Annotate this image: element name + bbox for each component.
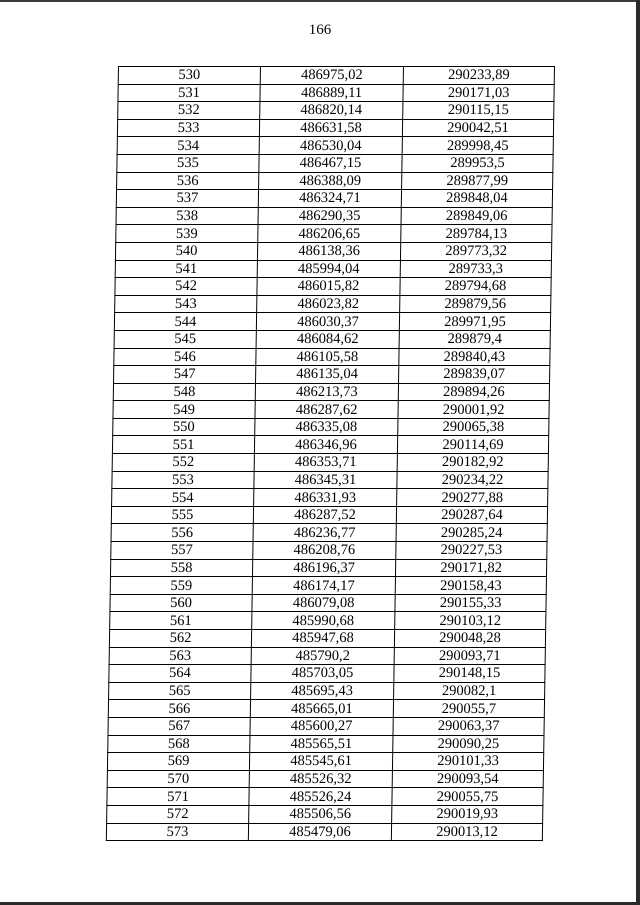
- point-number-cell: 559: [110, 577, 252, 595]
- y-coordinate-cell: 290148,15: [394, 665, 545, 683]
- table-row: [113, 401, 549, 419]
- y-coordinate-cell: 290155,33: [395, 594, 546, 612]
- x-coordinate-cell: 486030,37: [256, 313, 399, 331]
- point-number-cell: 563: [109, 647, 251, 665]
- table-row: [117, 137, 553, 155]
- point-number-cell: 553: [112, 471, 254, 489]
- table-row: [110, 612, 546, 630]
- x-coordinate-cell: 486388,09: [259, 172, 402, 190]
- point-number-cell: 567: [108, 717, 250, 735]
- x-coordinate-cell: 486174,17: [252, 577, 395, 595]
- x-coordinate-cell: 485947,68: [251, 630, 394, 648]
- x-coordinate-cell: 486206,65: [258, 225, 401, 243]
- point-number-cell: 537: [116, 190, 258, 208]
- table-row: [111, 542, 547, 560]
- y-coordinate-cell: 289839,07: [399, 366, 550, 384]
- point-number-cell: 532: [118, 102, 260, 120]
- point-number-cell: 544: [114, 313, 256, 331]
- x-coordinate-cell: 486105,58: [256, 348, 399, 366]
- x-coordinate-cell: 485790,2: [251, 647, 394, 665]
- x-coordinate-cell: 485526,24: [249, 788, 392, 806]
- table-row: [111, 524, 547, 542]
- x-coordinate-cell: 485506,56: [249, 805, 392, 823]
- point-number-cell: 548: [113, 383, 255, 401]
- x-coordinate-cell: 485545,61: [249, 753, 392, 771]
- point-number-cell: 539: [116, 225, 258, 243]
- y-coordinate-cell: 289733,3: [400, 260, 551, 278]
- scan-edge-right: [636, 0, 640, 905]
- x-coordinate-cell: 486023,82: [257, 295, 400, 313]
- point-number-cell: 545: [114, 330, 256, 348]
- table-row: [117, 154, 553, 172]
- table-row: [107, 805, 543, 823]
- point-number-cell: 570: [107, 770, 249, 788]
- point-number-cell: 562: [109, 630, 251, 648]
- point-number-cell: 554: [112, 489, 254, 507]
- y-coordinate-cell: 289879,4: [399, 330, 550, 348]
- table-row: [115, 260, 551, 278]
- x-coordinate-cell: 486213,73: [255, 383, 398, 401]
- point-number-cell: 555: [111, 506, 253, 524]
- x-coordinate-cell: 486015,82: [257, 278, 400, 296]
- point-number-cell: 536: [117, 172, 259, 190]
- x-coordinate-cell: 486331,93: [254, 489, 397, 507]
- table-row: [114, 330, 550, 348]
- point-number-cell: 566: [108, 700, 250, 718]
- y-coordinate-cell: 290048,28: [394, 630, 545, 648]
- y-coordinate-cell: 290065,38: [398, 418, 549, 436]
- table-row: [109, 682, 545, 700]
- x-coordinate-cell: 486084,62: [256, 330, 399, 348]
- table-row: [109, 665, 545, 683]
- table-row: [111, 506, 547, 524]
- point-number-cell: 535: [117, 154, 259, 172]
- x-coordinate-cell: 486135,04: [256, 366, 399, 384]
- y-coordinate-cell: 290227,53: [396, 542, 547, 560]
- point-number-cell: 533: [117, 119, 259, 137]
- x-coordinate-cell: 485526,32: [249, 770, 392, 788]
- table-row: [112, 436, 548, 454]
- y-coordinate-cell: 290055,7: [393, 700, 544, 718]
- point-number-cell: 530: [118, 67, 260, 85]
- table-row: [116, 225, 552, 243]
- coordinates-table: [106, 66, 555, 841]
- y-coordinate-cell: 290287,64: [396, 506, 547, 524]
- y-coordinate-cell: 290055,75: [392, 788, 543, 806]
- y-coordinate-cell: 290171,82: [395, 559, 546, 577]
- point-number-cell: 558: [110, 559, 252, 577]
- point-number-cell: 531: [118, 84, 260, 102]
- y-coordinate-cell: 290114,69: [397, 436, 548, 454]
- y-coordinate-cell: 289998,45: [402, 137, 553, 155]
- coordinates-table-body: [106, 67, 554, 841]
- table-row: [109, 647, 545, 665]
- point-number-cell: 557: [111, 542, 253, 560]
- y-coordinate-cell: 289849,06: [401, 207, 552, 225]
- y-coordinate-cell: 289848,04: [401, 190, 552, 208]
- x-coordinate-cell: 485665,01: [250, 700, 393, 718]
- x-coordinate-cell: 485600,27: [250, 717, 393, 735]
- table-row: [106, 823, 542, 841]
- point-number-cell: 569: [107, 753, 249, 771]
- table-row: [113, 383, 549, 401]
- table-row: [116, 207, 552, 225]
- table-row: [109, 630, 545, 648]
- table-row: [117, 119, 553, 137]
- x-coordinate-cell: 486196,37: [252, 559, 395, 577]
- table-row: [115, 278, 551, 296]
- point-number-cell: 549: [113, 401, 255, 419]
- y-coordinate-cell: 290013,12: [391, 823, 542, 841]
- table-row: [107, 770, 543, 788]
- table-row: [117, 172, 553, 190]
- point-number-cell: 540: [115, 242, 257, 260]
- y-coordinate-cell: 289953,5: [402, 154, 553, 172]
- point-number-cell: 560: [110, 594, 252, 612]
- y-coordinate-cell: 290234,22: [397, 471, 548, 489]
- x-coordinate-cell: 486975,02: [260, 67, 403, 85]
- y-coordinate-cell: 290090,25: [393, 735, 544, 753]
- x-coordinate-cell: 486287,62: [255, 401, 398, 419]
- x-coordinate-cell: 485479,06: [248, 823, 391, 841]
- x-coordinate-cell: 486079,08: [252, 594, 395, 612]
- table-row: [112, 454, 548, 472]
- point-number-cell: 547: [114, 366, 256, 384]
- x-coordinate-cell: 486287,52: [253, 506, 396, 524]
- point-number-cell: 556: [111, 524, 253, 542]
- x-coordinate-cell: 486335,08: [255, 418, 398, 436]
- y-coordinate-cell: 290082,1: [394, 682, 545, 700]
- table-row: [118, 84, 554, 102]
- y-coordinate-cell: 290093,54: [392, 770, 543, 788]
- x-coordinate-cell: 486467,15: [259, 154, 402, 172]
- table-row: [108, 700, 544, 718]
- x-coordinate-cell: 485990,68: [252, 612, 395, 630]
- x-coordinate-cell: 486820,14: [260, 102, 403, 120]
- table-row: [115, 295, 551, 313]
- table-row: [107, 788, 543, 806]
- point-number-cell: 543: [115, 295, 257, 313]
- table-row: [114, 348, 550, 366]
- x-coordinate-cell: 486138,36: [257, 242, 400, 260]
- table-row: [108, 717, 544, 735]
- x-coordinate-cell: 485565,51: [250, 735, 393, 753]
- point-number-cell: 573: [106, 823, 248, 841]
- y-coordinate-cell: 290063,37: [393, 717, 544, 735]
- point-number-cell: 538: [116, 207, 258, 225]
- point-number-cell: 541: [115, 260, 257, 278]
- point-number-cell: 550: [113, 418, 255, 436]
- x-coordinate-cell: 486353,71: [254, 454, 397, 472]
- table-row: [114, 366, 550, 384]
- table-row: [118, 102, 554, 120]
- table-row: [108, 735, 544, 753]
- x-coordinate-cell: 485994,04: [257, 260, 400, 278]
- y-coordinate-cell: 290093,71: [394, 647, 545, 665]
- x-coordinate-cell: 486345,31: [254, 471, 397, 489]
- x-coordinate-cell: 486208,76: [253, 542, 396, 560]
- x-coordinate-cell: 486236,77: [253, 524, 396, 542]
- table-row: [118, 67, 554, 85]
- table-row: [110, 594, 546, 612]
- y-coordinate-cell: 289894,26: [398, 383, 549, 401]
- point-number-cell: 571: [107, 788, 249, 806]
- y-coordinate-cell: 290277,88: [397, 489, 548, 507]
- point-number-cell: 534: [117, 137, 259, 155]
- y-coordinate-cell: 290158,43: [395, 577, 546, 595]
- point-number-cell: 564: [109, 665, 251, 683]
- y-coordinate-cell: 289877,99: [402, 172, 553, 190]
- y-coordinate-cell: 290182,92: [397, 454, 548, 472]
- point-number-cell: 542: [115, 278, 257, 296]
- x-coordinate-cell: 486530,04: [259, 137, 402, 155]
- y-coordinate-cell: 290115,15: [403, 102, 554, 120]
- table-row: [116, 190, 552, 208]
- y-coordinate-cell: 290103,12: [395, 612, 546, 630]
- y-coordinate-cell: 289971,95: [399, 313, 550, 331]
- table-row: [113, 418, 549, 436]
- y-coordinate-cell: 290285,24: [396, 524, 547, 542]
- y-coordinate-cell: 289784,13: [401, 225, 552, 243]
- y-coordinate-cell: 290001,92: [398, 401, 549, 419]
- page-number: 166: [308, 22, 332, 38]
- point-number-cell: 546: [114, 348, 256, 366]
- point-number-cell: 565: [109, 682, 251, 700]
- x-coordinate-cell: 486889,11: [260, 84, 403, 102]
- table-row: [110, 577, 546, 595]
- table-row: [115, 242, 551, 260]
- x-coordinate-cell: 486324,71: [258, 190, 401, 208]
- point-number-cell: 551: [112, 436, 254, 454]
- x-coordinate-cell: 485703,05: [251, 665, 394, 683]
- y-coordinate-cell: 290171,03: [403, 84, 554, 102]
- table-row: [107, 753, 543, 771]
- table-row: [110, 559, 546, 577]
- table-row: [112, 471, 548, 489]
- point-number-cell: 568: [108, 735, 250, 753]
- x-coordinate-cell: 486631,58: [259, 119, 402, 137]
- y-coordinate-cell: 289879,56: [400, 295, 551, 313]
- y-coordinate-cell: 289794,68: [400, 278, 551, 296]
- y-coordinate-cell: 289840,43: [399, 348, 550, 366]
- table-row: [112, 489, 548, 507]
- point-number-cell: 552: [112, 454, 254, 472]
- y-coordinate-cell: 290019,93: [392, 805, 543, 823]
- y-coordinate-cell: 290042,51: [402, 119, 553, 137]
- point-number-cell: 561: [110, 612, 252, 630]
- x-coordinate-cell: 486346,96: [254, 436, 397, 454]
- table-row: [114, 313, 550, 331]
- y-coordinate-cell: 289773,32: [400, 242, 551, 260]
- x-coordinate-cell: 485695,43: [251, 682, 394, 700]
- point-number-cell: 572: [107, 805, 249, 823]
- y-coordinate-cell: 290101,33: [392, 753, 543, 771]
- y-coordinate-cell: 290233,89: [403, 67, 554, 85]
- x-coordinate-cell: 486290,35: [258, 207, 401, 225]
- scan-edge-top: [0, 0, 640, 2]
